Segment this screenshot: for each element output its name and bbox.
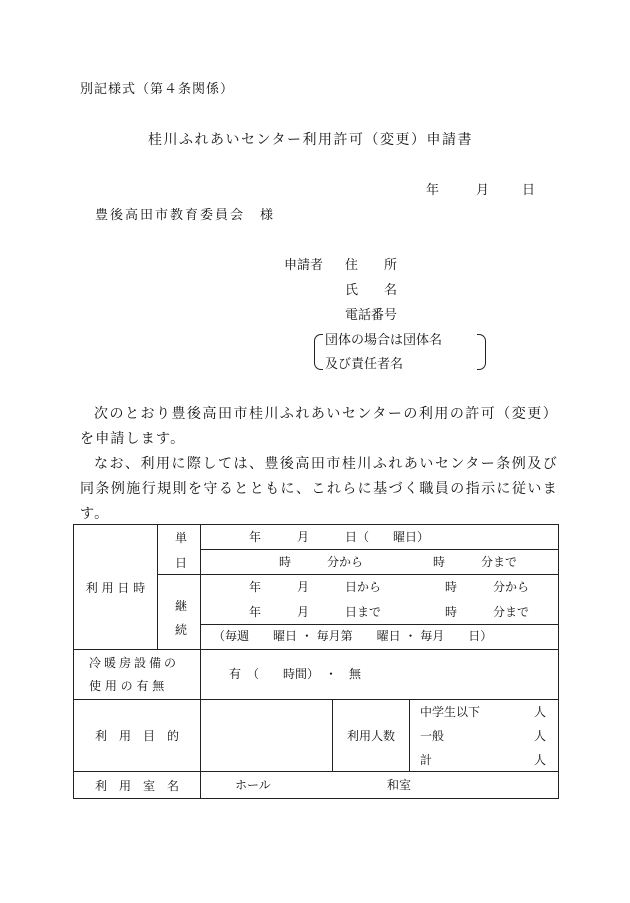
single-day-label: 単 日 [158,525,201,575]
date-year: 年 [426,183,440,198]
application-statement: 次のとおり豊後高田市桂川ふれあいセンターの利用の許可（変更）を申請します。 [80,406,558,447]
group-name-label: 団体の場合は団体名 [325,333,443,348]
hvac-usage-field[interactable]: 有 （ 時間） ・ 無 [201,650,559,700]
single-day-date-field[interactable]: 年 月 日（ 曜日） [201,525,559,550]
left-bracket [314,334,323,370]
address-label: 住 所 [345,258,398,273]
purpose-label: 利 用 目 的 [74,700,201,772]
single-day-time-field[interactable]: 時 分から 時 分まで [201,550,559,575]
usage-datetime-label: 利 用 日 時 [74,525,158,650]
room-label: 利 用 室 名 [74,772,201,799]
phone-label: 電話番号 [345,308,398,323]
document-title: 桂川ふれあいセンター利用許可（変更）申請書 [148,132,473,148]
form-reference: 別記様式（第４条関係） [80,82,235,97]
attendee-row-label: 一般 [420,729,445,743]
attendee-row-unit: 人 [534,753,547,767]
applicant-label: 申請者 [284,258,324,273]
application-form-table [73,524,559,799]
attendee-row-label: 中学生以下 [420,705,481,719]
attendees-label: 利用人数 [333,700,410,772]
continuous-label: 継 続 [158,575,201,650]
room-option-japanese: 和室 [387,778,412,792]
date-day: 日 [522,183,536,198]
addressee: 豊後高田市教育委員会 様 [95,208,276,223]
date-month: 月 [476,183,490,198]
continuous-period-field[interactable]: 年 月 日から 時 分から 年 月 日まで 時 分まで [201,575,559,625]
attendee-row-unit: 人 [534,705,547,719]
attendees-field[interactable] [410,700,559,772]
hvac-label: 冷暖房設備の 使 用 の 有 無 [74,650,201,700]
attendee-row-unit: 人 [534,729,547,743]
purpose-field[interactable] [201,700,333,772]
name-label: 氏 名 [345,283,398,298]
group-representative-label: 及び責任者名 [325,357,404,372]
room-field[interactable] [201,772,559,799]
attendee-row-label: 計 [420,753,433,767]
compliance-statement: なお、利用に際しては、豊後高田市桂川ふれあいセンター条例及び同条例施行規則を守るとともに、これらに基づく職員の指示に従います。 [80,456,558,522]
room-option-hall: ホール [235,778,271,792]
right-bracket [477,334,486,370]
continuous-recurrence-field[interactable]: （毎週 曜日 ・ 毎月第 曜日 ・ 毎月 日） [201,625,559,650]
